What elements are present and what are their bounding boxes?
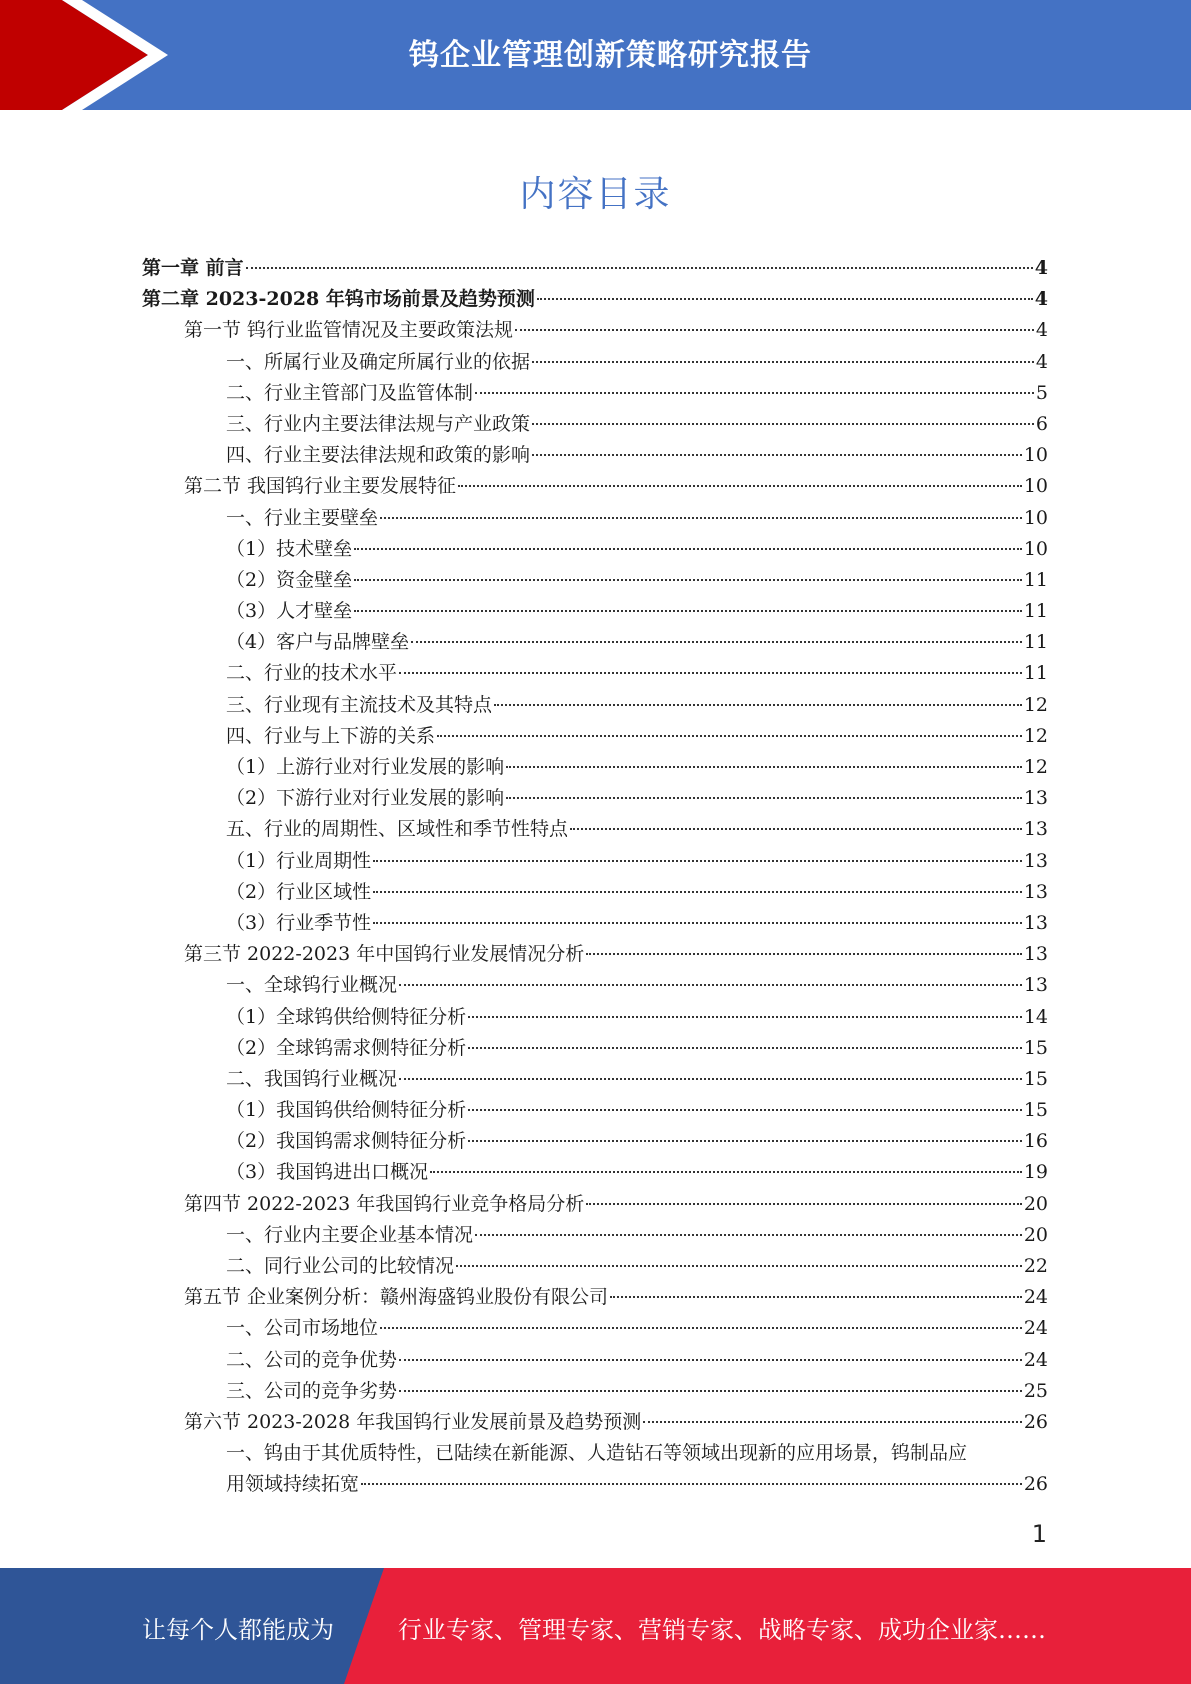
toc-entry-page: 22	[1023, 1255, 1048, 1277]
toc-dot-leader	[586, 1203, 1022, 1205]
toc-entry[interactable]	[142, 378, 1048, 409]
toc-entry-page: 13	[1023, 911, 1048, 934]
toc-dot-leader	[506, 766, 1022, 768]
toc-dot-leader	[411, 641, 1022, 643]
toc-entry[interactable]	[142, 1126, 1048, 1157]
toc-dot-leader	[437, 735, 1022, 737]
toc-entry[interactable]	[142, 1282, 1048, 1313]
toc-entry-text: （1）行业周期性	[226, 849, 372, 872]
toc-entry-text: 第二章 2023-2028 年钨市场前景及趋势预测	[142, 288, 535, 311]
toc-entry[interactable]	[142, 721, 1048, 752]
toc-entry-page: 24	[1023, 1317, 1048, 1340]
toc-entry-page: 13	[1023, 880, 1048, 903]
table-of-contents	[142, 253, 1048, 1501]
toc-entry-text: 第三节 2022-2023 年中国钨行业发展情况分析	[184, 943, 585, 966]
toc-dot-leader	[373, 860, 1022, 862]
toc-entry-text: 一、行业内主要企业基本情况	[226, 1223, 474, 1246]
toc-entry[interactable]	[142, 347, 1048, 378]
toc-dot-leader	[430, 1171, 1022, 1173]
toc-entry-page: 25	[1023, 1379, 1048, 1402]
toc-entry[interactable]	[142, 284, 1048, 315]
toc-dot-leader	[354, 548, 1022, 550]
toc-entry[interactable]	[142, 939, 1048, 970]
toc-dot-leader	[475, 392, 1034, 394]
toc-entry[interactable]	[142, 752, 1048, 783]
toc-entry[interactable]	[142, 877, 1048, 908]
toc-entry[interactable]	[142, 627, 1048, 658]
toc-entry-text: 第一章 前言	[142, 257, 244, 279]
toc-entry-page: 15	[1023, 1067, 1048, 1090]
toc-entry[interactable]	[142, 534, 1048, 565]
toc-dot-leader	[532, 423, 1034, 425]
toc-entry-text-line2: 用领域持续拓宽	[226, 1473, 360, 1496]
toc-entry-page: 12	[1023, 693, 1048, 716]
toc-entry-page: 13	[1023, 818, 1048, 841]
toc-entry-page: 15	[1023, 1099, 1048, 1122]
toc-entry[interactable]	[142, 1189, 1048, 1220]
toc-dot-leader	[354, 610, 1022, 612]
toc-heading: 内容目录	[519, 174, 672, 215]
toc-dot-leader	[399, 984, 1022, 986]
toc-entry[interactable]	[142, 1220, 1048, 1251]
toc-entry-text: 第六节 2023-2028 年我国钨行业发展前景及趋势预测	[184, 1410, 642, 1433]
toc-entry-page: 4	[1035, 350, 1048, 373]
toc-entry-text: 三、行业内主要法律法规与产业政策	[226, 412, 531, 435]
toc-entry[interactable]	[142, 440, 1048, 471]
toc-entry[interactable]	[142, 471, 1048, 502]
toc-dot-leader	[494, 704, 1022, 706]
toc-dot-leader	[468, 1047, 1022, 1049]
page-footer	[0, 1568, 1191, 1684]
toc-entry-page: 12	[1023, 724, 1048, 747]
toc-dot-leader	[399, 1390, 1022, 1392]
report-title: 钨企业管理创新策略研究报告	[409, 38, 812, 73]
toc-entry-wrapped[interactable]	[142, 1438, 1048, 1500]
toc-entry-text: （4）客户与品牌壁垒	[226, 631, 410, 654]
toc-entry[interactable]	[142, 409, 1048, 440]
toc-entry-page: 13	[1023, 849, 1048, 872]
toc-entry-page: 11	[1023, 662, 1048, 685]
toc-entry-text: 一、公司市场地位	[226, 1317, 379, 1340]
toc-entry-text: （2）下游行业对行业发展的影响	[226, 787, 505, 810]
toc-entry-page: 11	[1023, 631, 1048, 654]
toc-entry-text: 第四节 2022-2023 年我国钨行业竞争格局分析	[184, 1192, 585, 1215]
toc-entry[interactable]	[142, 908, 1048, 939]
toc-entry-page: 24	[1023, 1286, 1048, 1309]
toc-entry[interactable]	[142, 783, 1048, 814]
toc-entry-text: 一、所属行业及确定所属行业的依据	[226, 350, 531, 373]
toc-entry[interactable]	[142, 970, 1048, 1001]
toc-entry[interactable]	[142, 690, 1048, 721]
toc-entry-page: 19	[1023, 1161, 1048, 1184]
toc-dot-leader	[373, 922, 1022, 924]
toc-dot-leader	[532, 454, 1022, 456]
toc-entry-text: 二、同行业公司的比较情况	[226, 1255, 455, 1277]
footer-slogan-right: 行业专家、管理专家、营销专家、战略专家、成功企业家……	[398, 1616, 1046, 1644]
toc-entry-page: 10	[1023, 475, 1048, 498]
toc-entry-page: 11	[1023, 600, 1048, 623]
toc-entry-text: 二、公司的竞争优势	[226, 1348, 398, 1371]
toc-entry-page: 16	[1023, 1130, 1048, 1153]
toc-entry-text-line1: 一、钨由于其优质特性，已陆续在新能源、人造钻石等领域出现新的应用场景，钨制品应	[226, 1442, 968, 1465]
toc-entry-text: （2）我国钨需求侧特征分析	[226, 1130, 467, 1153]
toc-entry[interactable]	[142, 846, 1048, 877]
toc-entry-page: 10	[1023, 506, 1048, 529]
toc-entry-page: 20	[1023, 1223, 1048, 1246]
toc-entry[interactable]	[142, 1157, 1048, 1188]
toc-entry-text: 三、公司的竞争劣势	[226, 1379, 398, 1402]
toc-dot-leader	[373, 891, 1022, 893]
toc-entry-text: （2）行业区域性	[226, 880, 372, 903]
toc-entry-page: 13	[1023, 943, 1048, 966]
toc-entry[interactable]	[142, 503, 1048, 534]
toc-entry-page: 4	[1035, 319, 1048, 342]
toc-entry-text: 一、全球钨行业概况	[226, 974, 398, 997]
toc-entry[interactable]	[142, 1313, 1048, 1344]
toc-entry-text: 五、行业的周期性、区域性和季节性特点	[226, 818, 569, 841]
toc-entry-page: 4	[1034, 288, 1048, 311]
toc-entry-page: 10	[1023, 444, 1048, 467]
toc-entry-page: 24	[1023, 1348, 1048, 1371]
toc-entry-page: 6	[1035, 412, 1048, 435]
toc-dot-leader	[515, 329, 1034, 331]
toc-entry[interactable]	[142, 1064, 1048, 1095]
toc-entry[interactable]	[142, 315, 1048, 346]
toc-entry-page: 26	[1023, 1410, 1048, 1433]
toc-entry[interactable]	[142, 1033, 1048, 1064]
toc-dot-leader	[468, 1109, 1022, 1111]
toc-dot-leader	[570, 828, 1022, 830]
toc-entry[interactable]	[142, 565, 1048, 596]
toc-entry[interactable]	[142, 1251, 1048, 1282]
toc-entry[interactable]	[142, 596, 1048, 627]
toc-dot-leader	[246, 267, 1033, 269]
toc-entry-page: 5	[1035, 381, 1048, 404]
toc-dot-leader	[537, 298, 1033, 300]
toc-dot-leader	[610, 1296, 1022, 1298]
toc-entry-text: 二、行业主管部门及监管体制	[226, 381, 474, 404]
page-header	[0, 0, 1191, 110]
toc-dot-leader	[586, 953, 1022, 955]
toc-entry-text: （1）上游行业对行业发展的影响	[226, 756, 505, 778]
toc-entry[interactable]	[142, 814, 1048, 845]
toc-entry-page: 26	[1023, 1473, 1048, 1496]
toc-dot-leader	[475, 1234, 1022, 1236]
toc-entry[interactable]	[142, 1407, 1048, 1438]
toc-dot-leader	[361, 1483, 1022, 1485]
toc-entry-page: 10	[1023, 537, 1048, 560]
toc-dot-leader	[354, 579, 1022, 581]
toc-dot-leader	[458, 485, 1022, 487]
toc-dot-leader	[532, 361, 1034, 363]
toc-entry-text: 第五节 企业案例分析：赣州海盛钨业股份有限公司	[184, 1286, 609, 1309]
toc-dot-leader	[643, 1421, 1022, 1423]
toc-dot-leader	[399, 1078, 1022, 1080]
toc-entry-text: 第二节 我国钨行业主要发展特征	[184, 475, 457, 498]
toc-entry-text: 四、行业主要法律法规和政策的影响	[226, 444, 531, 467]
toc-entry-page: 13	[1023, 787, 1048, 810]
toc-entry-text: （2）资金壁垒	[226, 568, 353, 591]
toc-entry-text: （3）行业季节性	[226, 911, 372, 934]
toc-entry-text: （3）人才壁垒	[226, 600, 353, 623]
toc-entry-text: 二、我国钨行业概况	[226, 1067, 398, 1090]
toc-entry[interactable]	[142, 658, 1048, 689]
toc-entry-page: 13	[1023, 974, 1048, 997]
toc-dot-leader	[399, 1359, 1022, 1361]
toc-entry[interactable]	[142, 1095, 1048, 1126]
toc-dot-leader	[380, 1327, 1022, 1329]
toc-entry-page: 20	[1023, 1192, 1048, 1215]
toc-entry-page: 12	[1023, 756, 1048, 778]
toc-dot-leader	[399, 672, 1022, 674]
toc-entry-text: （1）全球钨供给侧特征分析	[226, 1005, 467, 1028]
toc-entry-text: 一、行业主要壁垒	[226, 506, 379, 529]
toc-dot-leader	[468, 1140, 1022, 1142]
toc-entry-text: 第一节 钨行业监管情况及主要政策法规	[184, 319, 514, 342]
page-number: 1	[1031, 1520, 1047, 1548]
toc-entry-text: （1）技术壁垒	[226, 537, 353, 560]
toc-entry[interactable]	[142, 1345, 1048, 1376]
toc-dot-leader	[506, 797, 1022, 799]
toc-entry-text: 三、行业现有主流技术及其特点	[226, 693, 493, 716]
toc-dot-leader	[468, 1016, 1022, 1018]
toc-entry-page: 4	[1034, 257, 1048, 279]
toc-entry-text: （3）我国钨进出口概况	[226, 1161, 429, 1184]
footer-slogan-left: 让每个人都能成为	[142, 1616, 334, 1644]
toc-entry-page: 11	[1023, 568, 1048, 591]
toc-entry-page: 14	[1023, 1005, 1048, 1028]
toc-entry-text: （2）全球钨需求侧特征分析	[226, 1036, 467, 1059]
toc-entry[interactable]	[142, 1002, 1048, 1033]
toc-entry[interactable]	[142, 1376, 1048, 1407]
toc-dot-leader	[380, 517, 1022, 519]
toc-entry-text: 四、行业与上下游的关系	[226, 724, 436, 747]
toc-entry[interactable]	[142, 253, 1048, 284]
toc-entry-text: 二、行业的技术水平	[226, 662, 398, 685]
toc-entry-text: （1）我国钨供给侧特征分析	[226, 1099, 467, 1122]
toc-dot-leader	[456, 1265, 1022, 1267]
toc-entry-page: 15	[1023, 1036, 1048, 1059]
